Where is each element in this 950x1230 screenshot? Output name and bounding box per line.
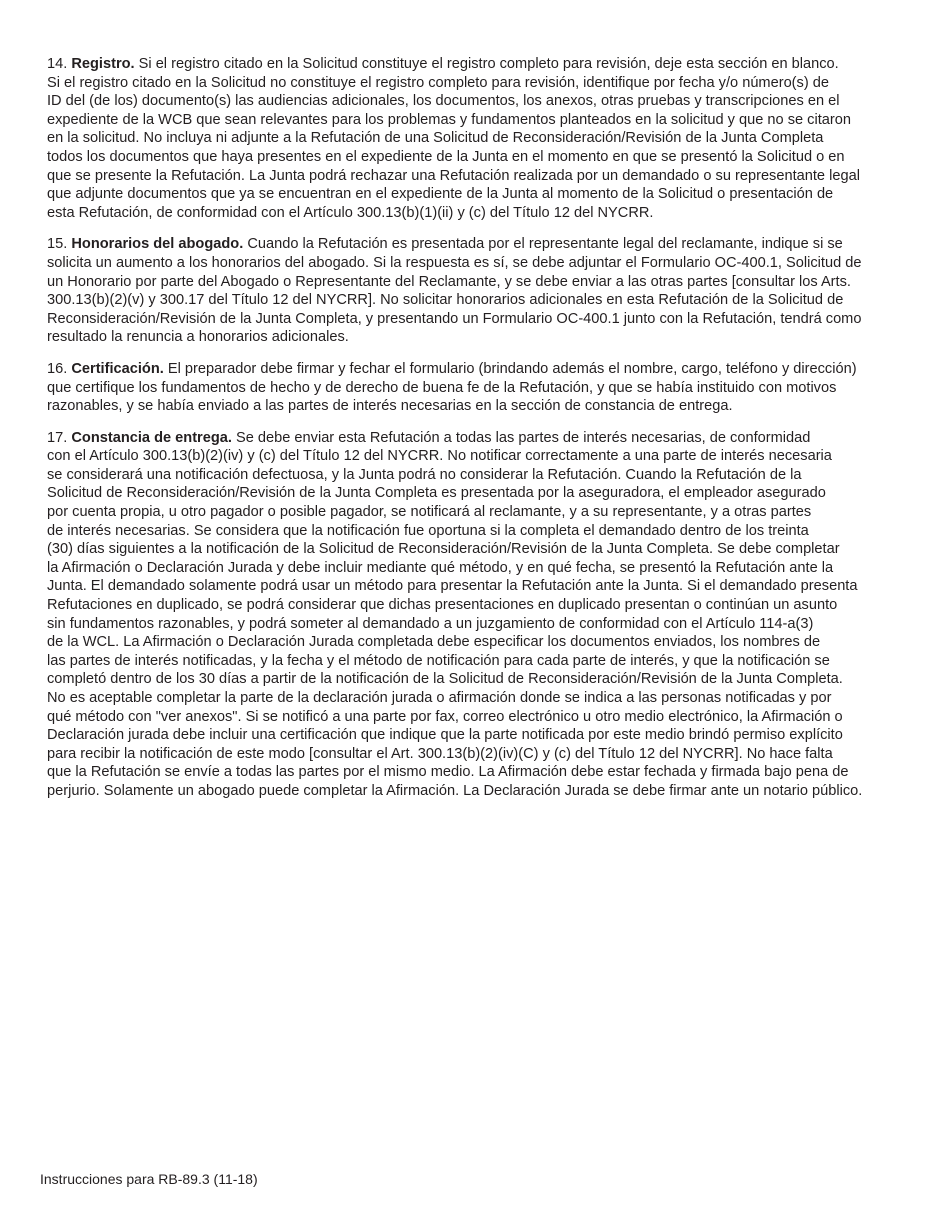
section-line: con el Artículo 300.13(b)(2)(iv) y (c) del Título 12 del NYCRR. No notificar correctamente a una parte de interés necesaria (47, 448, 832, 465)
section-line: 14. Registro. Si el registro citado en la Solicitud constituye el registro completo para revisión, deje esta sección en blanco. (47, 56, 839, 72)
section-line: que certifique los fundamentos de hecho y de derecho de buena fe de la Refutación, y que se había instituido con motivos (47, 379, 837, 396)
section-line: (30) días siguientes a la notificación de la Solicitud de Reconsideración/Revisión de la Junta Completa. Se debe completar (47, 541, 840, 558)
section-line: de interés necesarias. Se considera que la notificación fue oportuna si la completa el demandado dentro de los treinta (47, 522, 809, 539)
section-line: solicita un aumento a los honorarios del abogado. Si la respuesta es sí, se debe adjuntar el Formulario OC-400.1, Solicitud de (47, 254, 862, 271)
section-line: Solicitud de Reconsideración/Revisión de la Junta Completa es presentada por la aseguradora, el empleador asegurado (47, 485, 826, 502)
section-line: Junta. El demandado solamente podrá usar un método para presentar la Refutación ante la Junta. Si el demandado presenta (47, 578, 858, 595)
section-line: esta Refutación, de conformidad con el Artículo 300.13(b)(1)(ii) y (c) del Título 12 del NYCRR. (47, 204, 654, 221)
section-number: 17. (47, 429, 68, 446)
section-line: 15. Honorarios del abogado. Cuando la Refutación es presentada por el representante legal del reclamante, indique si se (47, 236, 843, 253)
section-line: Declaración jurada debe incluir una certificación que indique que la parte notificada por este medio brindó permiso explícito (47, 727, 843, 744)
section-line: que adjunte documentos que ya se encuentran en el expediente de la Junta al momento de la Solicitud o presentación de (47, 186, 834, 203)
section-line: completó dentro de los 30 días a partir de la notificación de la Solicitud de Reconsideración/Revisión de la Junta Completa. (47, 671, 843, 688)
section-15 (47, 235, 920, 347)
section-line: en la solicitud. No incluya ni adjunte a la Refutación de una Solicitud de Reconsideración/Revisión de la Junta Completa (47, 130, 824, 147)
section-line: perjurio. Solamente un abogado puede completar la Afirmación. La Declaración Jurada se debe firmar ante un notario público. (47, 782, 863, 799)
section-line: 16. Certificación. El preparador debe firmar y fechar el formulario (brindando además el nombre, cargo, teléfono y dirección) (47, 360, 857, 377)
section-heading: Certificación. (71, 360, 164, 377)
section-number: 15. (47, 236, 68, 253)
section-line: Si el registro citado en la Solicitud no constituye el registro completo para revisión, identifique por fecha y/o número(s) de (47, 74, 829, 91)
section-line: para recibir la notificación de este modo [consultar el Art. 300.13(b)(2)(iv)(C) y (c) del Título 12 del NYCRR]. No hace falta (47, 745, 833, 762)
section-line: No es aceptable completar la parte de la declaración jurada o afirmación donde se indica a las personas notificadas y por (47, 690, 832, 706)
section-line: de la WCL. La Afirmación o Declaración Jurada completada debe especificar los documentos enviados, los nombres de (47, 634, 821, 651)
section-line: 300.13(b)(2)(v) y 300.17 del Título 12 del NYCRR]. No solicitar honorarios adicionales en esta Refutación de la Solicitud de (47, 292, 844, 309)
section-line: resultado la renuncia a honorarios adicionales. (47, 329, 349, 346)
section-number: 14. (47, 56, 68, 72)
instructions-body (47, 55, 920, 814)
section-line: Reconsideración/Revisión de la Junta Completa, y presentando un Formulario OC-400.1 junto con la Refutación, tendrá como (47, 310, 862, 327)
section-line: la Afirmación o Declaración Jurada y debe incluir mediante qué método, y en qué fecha, se presentó la Refutación ante la (47, 559, 834, 576)
section-line: 17. Constancia de entrega. Se debe enviar esta Refutación a todas las partes de interés necesarias, de conformidad (47, 429, 811, 446)
section-17 (47, 429, 920, 801)
section-line: las partes de interés notificadas, y la fecha y el método de notificación para cada parte de interés, y que la notificación se (47, 652, 830, 669)
form-footer: Instrucciones para RB-89.3 (11-18) (40, 1171, 258, 1187)
section-number: 16. (47, 360, 68, 377)
section-line: qué método con "ver anexos". Si se notificó a una parte por fax, correo electrónico u otro medio electrónico, la Afirmación o (47, 708, 843, 725)
section-line: sin fundamentos razonables, y podrá someter al demandado a un juzgamiento de conformidad con el Artículo 114-a(3) (47, 615, 814, 632)
section-line: se considerará una notificación defectuosa, y la Junta podrá no considerar la Refutación. Cuando la Refutación de la (47, 466, 802, 483)
section-line: por cuenta propia, u otro pagador o posible pagador, se notificará al reclamante, y a su representante, y a otras partes (47, 504, 812, 521)
section-heading: Constancia de entrega. (71, 429, 232, 446)
section-line: razonables, y se había enviado a las partes de interés necesarias en la sección de constancia de entrega. (47, 398, 733, 415)
section-line: Refutaciones en duplicado, se podrá considerar que dichas presentaciones en duplicado presentan o continúan un asunto (47, 597, 838, 614)
section-line: ID del (de los) documento(s) las audiencias adicionales, los documentos, los anexos, otras pruebas y transcripciones en el (47, 93, 840, 110)
section-heading: Registro. (71, 56, 135, 72)
section-line: todos los documentos que haya presentes en el expediente de la Junta en el momento en que se presentó la Solicitud o en (47, 148, 845, 165)
section-line: que la Refutación se envíe a todas las partes por el mismo medio. La Afirmación debe estar fechada y firmada bajo pena de (47, 764, 849, 781)
section-14 (47, 55, 920, 222)
section-line: que se presente la Refutación. La Junta podrá rechazar una Refutación realizada por un demandado o su representante legal (47, 167, 860, 184)
section-line: expediente de la WCB que sean relevantes para los problemas y fundamentos planteados en la solicitud y que no se citaron (47, 111, 851, 128)
section-line: un Honorario por parte del Abogado o Representante del Reclamante, y se debe enviar a las otras partes [consultar los Arts. (47, 273, 851, 290)
section-16 (47, 360, 920, 416)
section-heading: Honorarios del abogado. (71, 236, 244, 253)
